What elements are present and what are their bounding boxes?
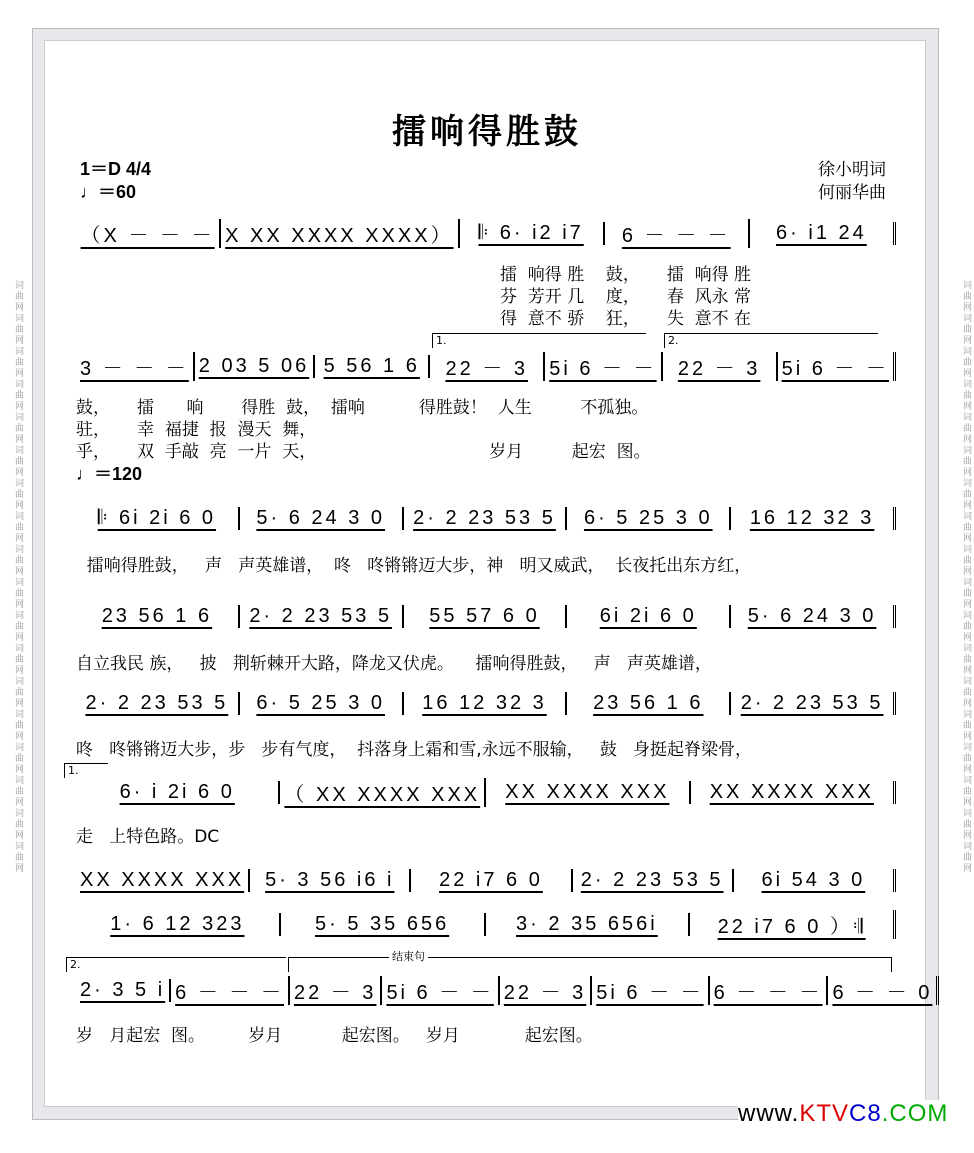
measure: 6· 5 25 3 0 [240,692,404,715]
lyric-verse1: 鼓， 擂 响 得胜 鼓， 擂响 得胜鼓！ 人生 不孤独。 [76,398,649,418]
lyric-verse3: 乎， 双 手敲 亮 一片 天， 岁月 起宏 图。 [76,442,651,462]
measure: 22 － 3 [663,352,778,381]
measure: 6 － － － [710,976,829,1005]
measure: 6· i 2i 6 0 [76,781,280,804]
song-title: 擂响得胜鼓 [392,112,582,152]
ending-label: 结束句 [389,948,428,964]
notation-row [76,505,896,531]
notation-row [76,603,896,629]
measure: 22 － 3 [430,352,545,381]
measure: 𝄆 6i 2i 6 0 [76,507,240,530]
measure: 22 i7 6 0 [411,869,572,892]
measure: 5i 6 － － [382,976,499,1005]
measure: 1· 6 12 323 [76,913,281,936]
tempo-60: ♩＝60 [80,182,137,202]
measure: 2· 2 23 53 5 [731,692,896,715]
measure: XX XXXX XXX [486,781,690,804]
measure: 5i 6 － － [545,352,662,381]
measure: 6i 54 3 0 [734,869,896,892]
measure: 2· 2 23 53 5 [76,692,240,715]
notation-row [76,977,933,1004]
measure: 22 － 3 [500,976,592,1005]
lyricist: 徐小明词 [818,160,886,180]
measure: XX XXXX XXX [691,781,896,804]
notation-row [76,353,896,379]
volta-1-top: 1. [432,333,646,348]
measure: （X － － － [76,219,221,248]
measure: 2· 2 23 53 5 [573,869,734,892]
measure: XX XXXX XXX [76,869,250,892]
lyrics-row4: 自立我民 族， 披 荆斩棘开大路，降龙又伏虎。 擂响得胜鼓， 声 声英雄谱， [76,654,712,674]
measure: 5· 6 24 3 0 [731,605,896,628]
measure: 6· 5 25 3 0 [567,507,731,530]
measure: 5 56 1 6 [315,355,430,378]
lyric-verse2: 芬 芳开 几 度， 春 风永 常 [500,287,752,307]
lyric-verse3: 得 意不 骄 狂， 失 意不 在 [500,309,752,329]
lyric-verse2: 驻， 幸 福捷 报 漫天 舞， [76,420,317,440]
measure: 6· i1 24 [750,222,896,245]
measure: 23 56 1 6 [567,692,731,715]
measure: 2· 2 23 53 5 [240,605,404,628]
lyrics-row1 [500,264,751,330]
measure: 22 － 3 [290,976,382,1005]
watermark-right: 词曲网词曲网词曲网词曲网词曲网词曲网词曲网词曲网词曲网词曲网词曲网词曲网词曲网词曲网词曲网词曲网词曲网词曲网 [961,279,971,874]
measure: X XX XXXX XXXX） [221,219,459,248]
measure: 16 12 32 3 [404,692,568,715]
notation-row [76,779,896,805]
composer: 何丽华曲 [818,183,886,203]
volta-2: 2. [66,957,286,972]
lyrics-row3: 擂响得胜鼓， 声 声英雄谱， 咚 咚锵锵迈大步，神 明又威武， 长夜托出东方红， [76,556,752,576]
measure: 6 － － － [605,219,750,248]
measure: 𝄆 6· i2 i7 [460,222,605,245]
volta-2-top: 2. [664,333,878,348]
measure: （ XX XXXX XXX [280,778,486,807]
notation-row [76,911,896,937]
ending-bracket [288,950,892,972]
measure: 16 12 32 3 [731,507,896,530]
measure: 6 － － 0 [828,976,939,1005]
measure: 6 － － － [171,976,290,1005]
notation-row [76,220,896,246]
measure: 5i 6 － － [592,976,709,1005]
notation-row [76,690,896,716]
lyrics-row2 [76,397,651,463]
key-signature: 1＝D 4/4 [80,159,152,179]
measure: 5i 6 － － [778,352,896,381]
measure: 3· 2 35 656i [486,913,691,936]
lyric-verse1: 擂 响得 胜 鼓， 擂 响得 胜 [500,265,752,285]
watermark-left: 词曲网词曲网词曲网词曲网词曲网词曲网词曲网词曲网词曲网词曲网词曲网词曲网词曲网词曲网词曲网词曲网词曲网词曲网 [13,279,23,874]
site-logo: www.KTVC8.COM [738,1100,946,1130]
measure: 22 i7 6 0 ）𝄇 [690,910,896,939]
measure: 3 － － － [76,352,195,381]
measure: 2 03 5 06 [195,355,315,378]
measure: 55 57 6 0 [404,605,568,628]
notation-row [76,867,896,893]
tempo-120: ♩＝120 [76,464,143,484]
measure: 5· 5 35 656 [281,913,486,936]
measure: 6i 2i 6 0 [567,605,731,628]
measure: 2· 2 23 53 5 [404,507,568,530]
measure: 5· 6 24 3 0 [240,507,404,530]
lyrics-row5: 咚 咚锵锵迈大步，步 步有气度， 抖落身上霜和雪,永远不服输， 鼓 身挺起脊梁骨， [76,740,753,760]
lyrics-row6: 走 上特色路。DC [76,827,220,847]
volta-1: 1. [64,763,108,778]
lyrics-row9: 岁 月起宏 图。 岁月 起宏图。 岁月 起宏图。 [76,1026,593,1046]
measure: 5· 3 56 i6 i [250,869,411,892]
measure: 23 56 1 6 [76,605,240,628]
measure: 2· 3 5 i [76,979,171,1002]
